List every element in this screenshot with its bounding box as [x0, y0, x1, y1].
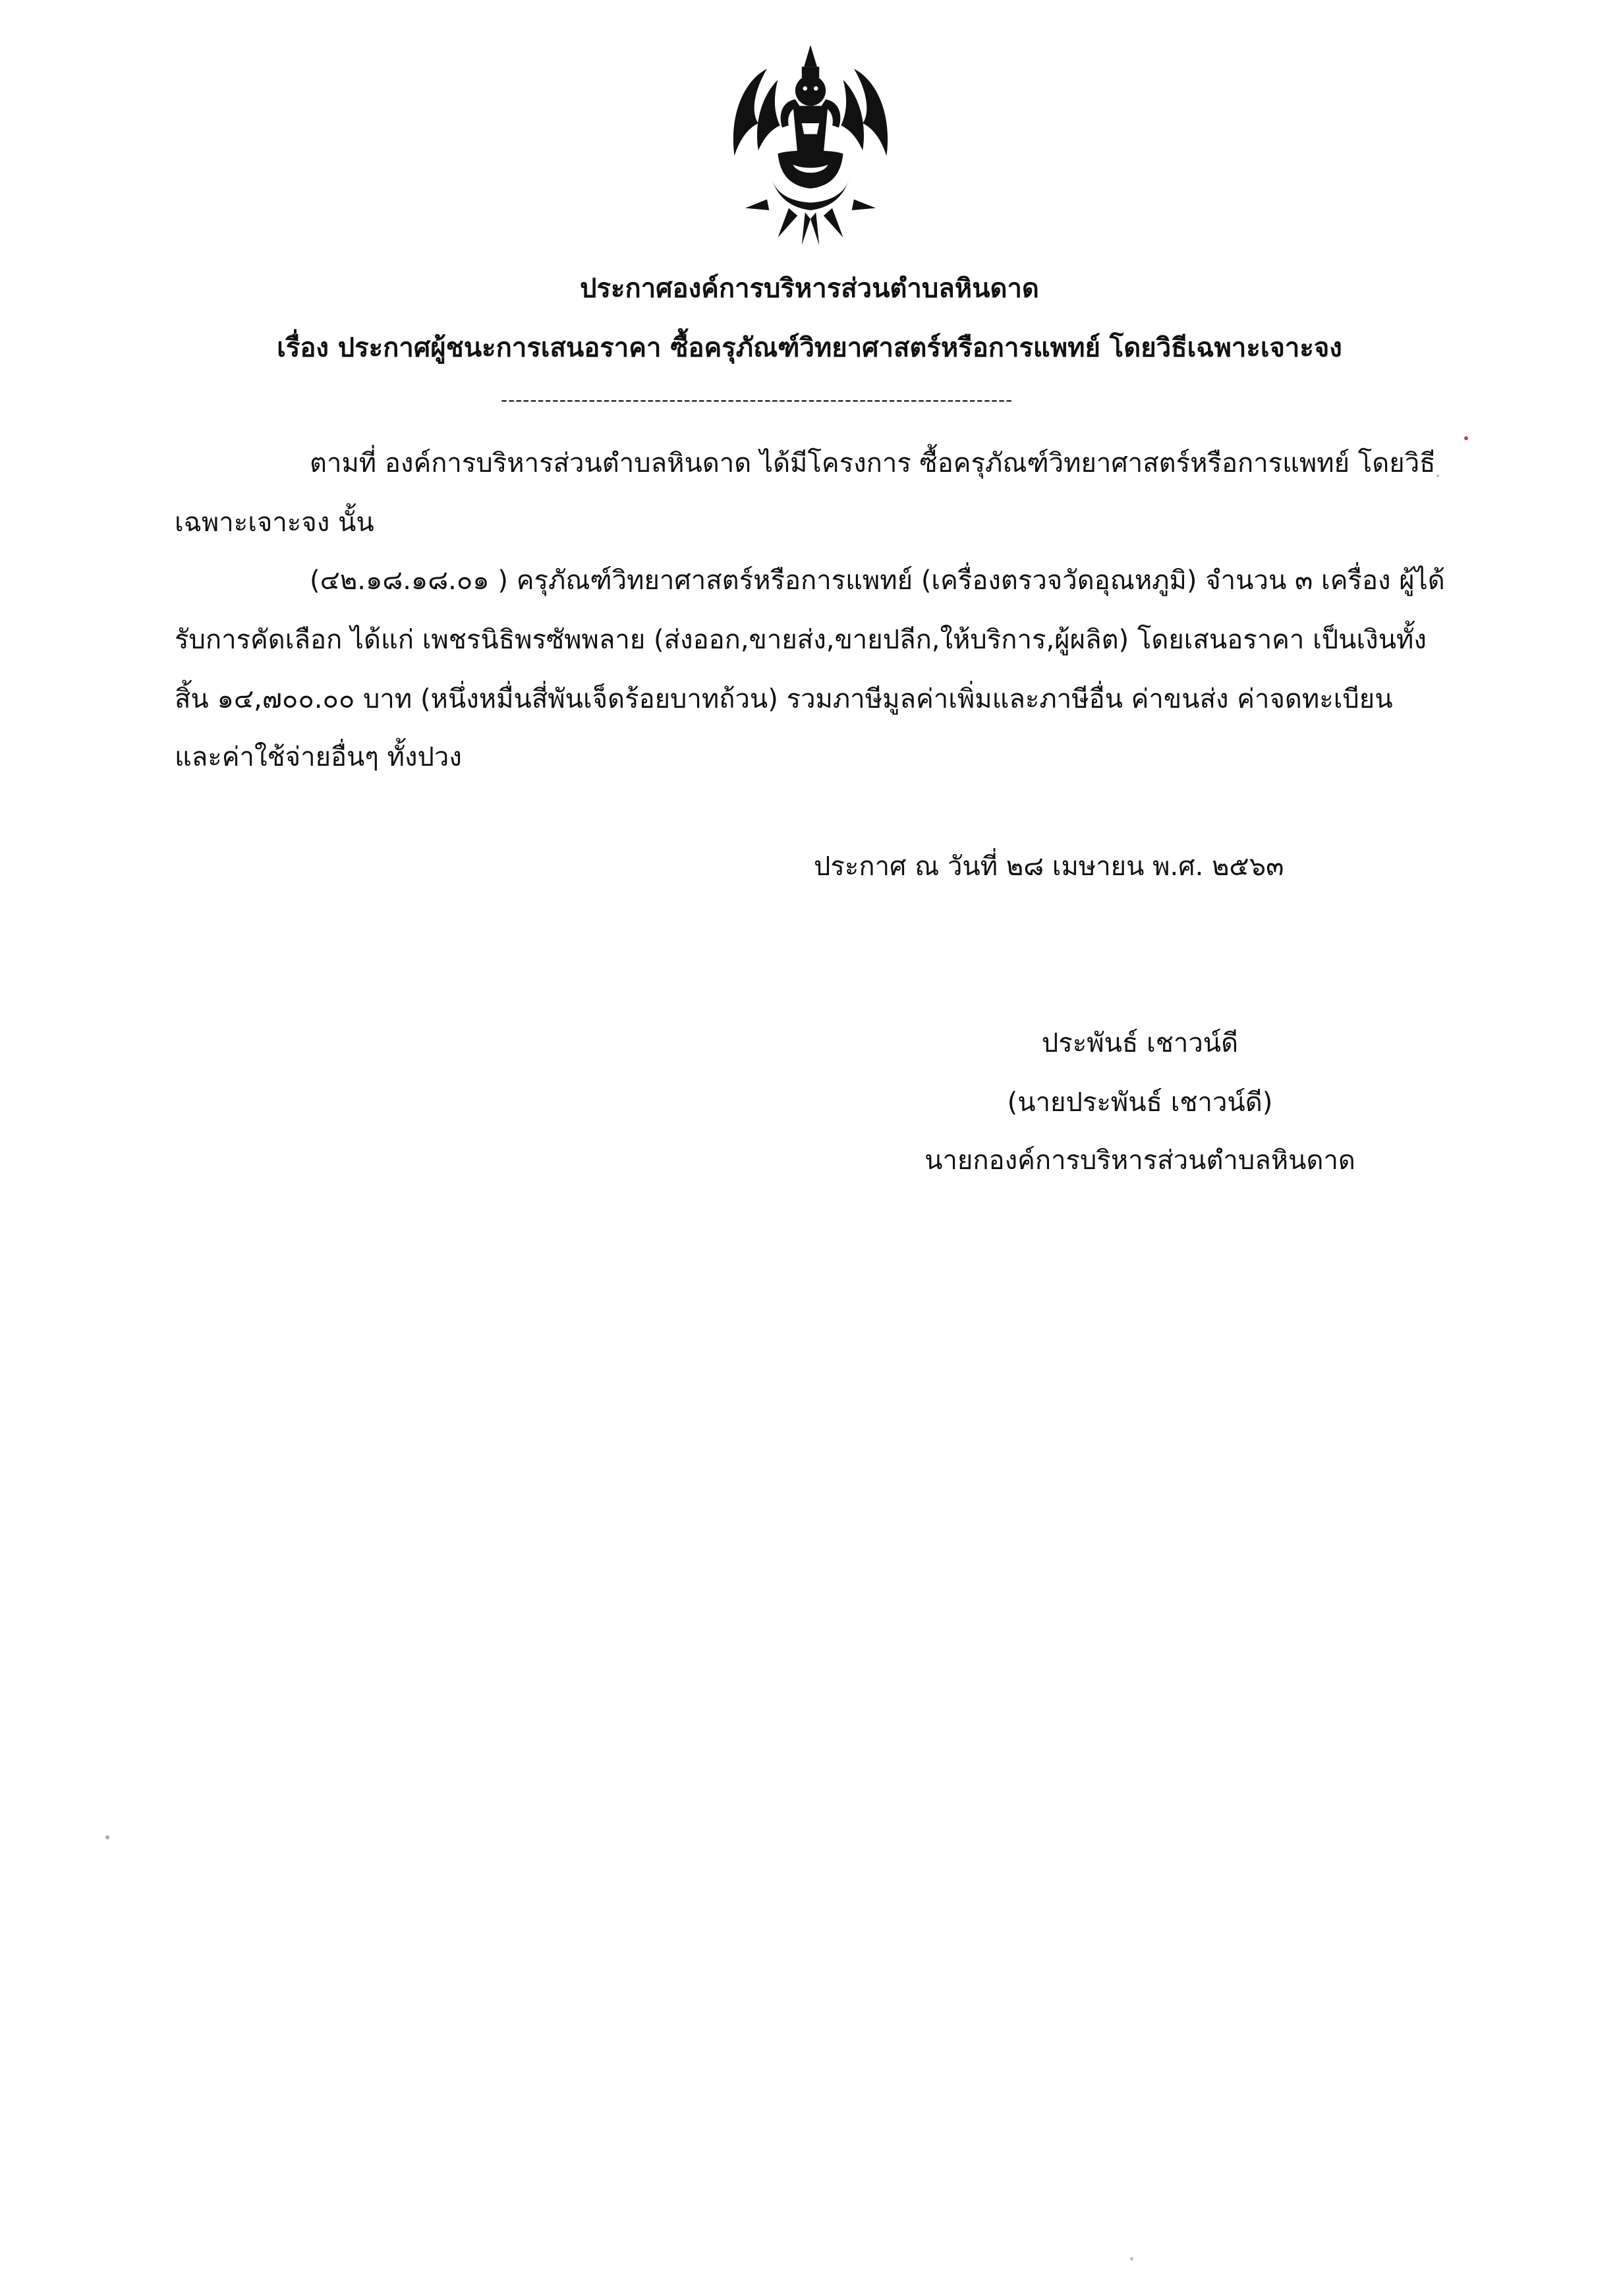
scan-speck: [1130, 2257, 1133, 2260]
title-divider: ----------------------------------------------------------------------: [501, 389, 1013, 411]
paragraph-2-line-3: สิ้น ๑๔,๗๐๐.๐๐ บาท (หนึ่งหมื่นสี่พันเจ็ดร้อยบาทถ้วน) รวมภาษีมูลค่าเพิ่มและภาษีอื่น ค่าขนส่ง ค่าจดทะเบียน: [175, 684, 1393, 714]
announcement-title: ประกาศองค์การบริหารส่วนตำบลหินดาด: [580, 273, 1039, 304]
announcement-date: ประกาศ ณ วันที่ ๒๘ เมษายน พ.ศ. ๒๕๖๓: [814, 851, 1284, 882]
garuda-emblem-icon: [702, 36, 919, 254]
paragraph-1-line-1: ตามที่ องค์การบริหารส่วนตำบลหินดาด ได้มีโครงการ ซื้อครุภัณฑ์วิทยาศาสตร์หรือการแพทย์ โดยวิธี: [310, 448, 1436, 478]
scan-speck: [1464, 436, 1468, 440]
paragraph-2-line-1: (๔๒.๑๘.๑๘.๐๑ ) ครุภัณฑ์วิทยาศาสตร์หรือการแพทย์ (เครื่องตรวจวัดอุณหภูมิ) จำนวน ๓ เครื่อง ผู้ได้: [310, 565, 1445, 596]
paragraph-2-line-4: และค่าใช้จ่ายอื่นๆ ทั้งปวง: [175, 742, 462, 772]
scan-speck: [1436, 474, 1439, 477]
paragraph-1-line-2: เฉพาะเจาะจง นั้น: [175, 507, 374, 538]
paragraph-2-line-2: รับการคัดเลือก ได้แก่ เพชรนิธิพรซัพพลาย (ส่งออก,ขายส่ง,ขายปลีก,ให้บริการ,ผู้ผลิต) โดยเสนอราคา เป็นเงินทั้ง: [175, 625, 1427, 655]
scan-speck: [105, 1835, 109, 1839]
announcement-subject: เรื่อง ประกาศผู้ชนะการเสนอราคา ซื้อครุภัณฑ์วิทยาศาสตร์หรือการแพทย์ โดยวิธีเฉพาะเจาะจง: [277, 333, 1342, 363]
signatory-position: นายกองค์การบริหารส่วนตำบลหินดาด: [924, 1145, 1355, 1176]
signatory-printed-name: (นายประพันธ์ เชาวน์ดี): [1007, 1087, 1273, 1118]
signature-name: ประพันธ์ เชาวน์ดี: [1041, 1028, 1239, 1058]
